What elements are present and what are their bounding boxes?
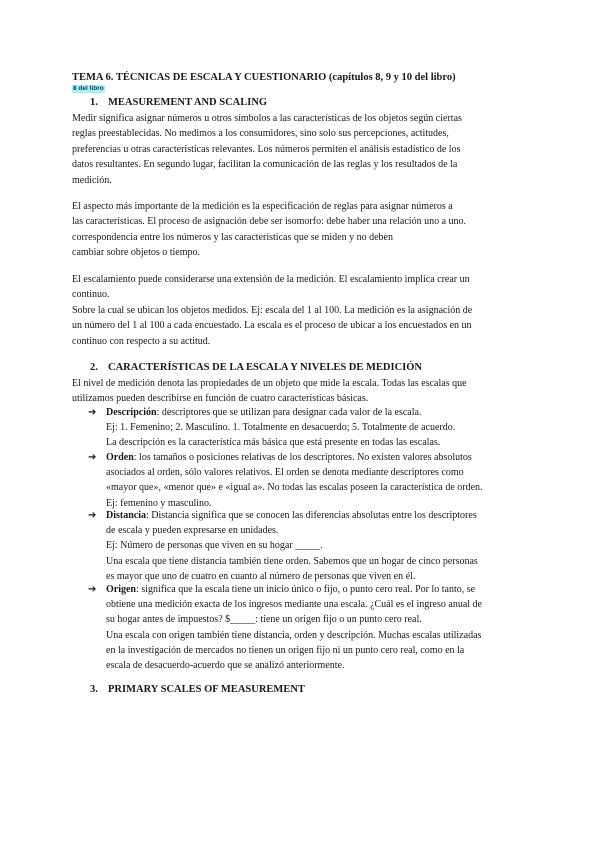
bullet-term: Orden — [106, 452, 134, 463]
text-line: obtiene una medición exacta de los ingresos mediante una escala. ¿Cuál es el ingreso anual de — [106, 599, 482, 611]
text-line: continuo. — [72, 289, 110, 301]
text-line: Ej: 1. Femenino; 2. Masculino. 1. Totalmente en desacuerdo; 5. Totalmente de acuerdo. — [106, 422, 456, 434]
text-line: La descripción es la característica más básica que está presente en todas las escalas. — [106, 437, 441, 449]
text-line: su hogar antes de impuestos? $_____: tiene un origen fijo o un punto cero real. — [106, 614, 422, 626]
text-line: medición. — [72, 174, 112, 186]
text-line: Origen: significa que la escala tiene un inicio único o fijo, o punto cero real. Por lo tanto, se — [106, 584, 476, 595]
text-line: asociados al orden, sólo valores relativos. El orden se denota mediante descriptores como — [106, 467, 464, 479]
arrow-bullet-icon: ➔ — [88, 452, 97, 463]
section-1-number: 1. — [90, 97, 98, 108]
text-line: cambiar sobre objetos o tiempo. — [72, 247, 201, 259]
text-line: Descripción: descriptores que se utilizan para designar cada valor de la escala. — [106, 407, 422, 418]
text-line: las características. El proceso de asignación debe ser isomorfo: debe haber una relación uno a uno. — [72, 216, 467, 228]
text-line: Orden: los tamaños o posiciones relativas de los descriptores. No existen valores absolutos — [106, 452, 472, 463]
bullet-distancia — [88, 508, 528, 584]
text-line: es mayor que uno de cuatro en cuanto al número de personas que viven en él. — [106, 570, 416, 582]
section-2-number: 2. — [90, 362, 98, 373]
highlight-label: 8 del libro — [73, 85, 104, 92]
text-line: en la investigación de mercados no tienen un origen fijo ni un punto cero real, como en la — [106, 644, 465, 656]
text-line: Distancia: Distancia significa que se conocen las diferencias absolutas entre los descriptores — [106, 510, 477, 521]
section-3-heading — [90, 684, 305, 695]
bullet-term: Origen — [106, 584, 136, 595]
text-line: Sobre la cual se ubican los objetos medidos. Ej: escala del 1 al 100. La medición es la asignación de — [72, 304, 473, 316]
text-line: El escalamiento puede considerarse una extensión de la medición. El escalamiento implica crear un — [72, 274, 470, 285]
text-line: reglas preestablecidas. No medimos a los consumidores, sino solo sus percepciones, actitudes, — [72, 128, 449, 140]
section-3-title: PRIMARY SCALES OF MEASUREMENT — [108, 684, 305, 695]
text-line: de escala y pueden expresarse en unidades. — [106, 525, 279, 537]
arrow-bullet-icon: ➔ — [88, 584, 97, 595]
section-1-title: MEASUREMENT AND SCALING — [108, 97, 268, 108]
text-line: correspondencia entre los números y las características que se miden y no deben — [72, 231, 393, 243]
text-line: continuo con respecto a su actitud. — [72, 335, 211, 347]
bullet-descripcion — [88, 405, 528, 451]
section-1-paragraph-3 — [72, 272, 532, 349]
bullet-orden — [88, 450, 528, 511]
text-line: Ej: femenino y masculino. — [106, 497, 212, 509]
text-line: Una escala que tiene distancia también tiene orden. Sabemos que un hogar de cinco personas — [106, 555, 478, 567]
text-line: Medir significa asignar números u otros símbolos a las características de los objetos según ciertas — [72, 113, 462, 124]
arrow-bullet-icon: ➔ — [88, 407, 97, 418]
text-line: El aspecto más importante de la medición es la especificación de reglas para asignar números a — [72, 201, 453, 212]
text-line: utilizamos pueden describirse en función de cuatro características básicas. — [72, 393, 369, 405]
section-1-heading — [90, 97, 267, 108]
bullet-term: Distancia — [106, 510, 146, 521]
text-line: datos resultantes. En segundo lugar, facilitan la comunicación de las reglas y los resultados de la — [72, 159, 458, 171]
bullet-origen — [88, 582, 528, 673]
arrow-bullet-icon: ➔ — [88, 510, 97, 521]
text-line: «mayor que», «menor que» e «igual a». No todas las escalas poseen la característica de orden. — [106, 482, 483, 494]
text-line: El nivel de medición denota las propiedades de un objeto que mide la escala. Todas las escalas que — [72, 378, 467, 389]
document-title: TEMA 6. TÉCNICAS DE ESCALA Y CUESTIONARIO (capítulos 8, 9 y 10 del libro) — [72, 72, 456, 83]
section-2-heading — [90, 362, 422, 373]
text-line: escala de desacuerdo-acuerdo que se analizó anteriormente. — [106, 660, 345, 672]
text-line: Una escala con origen también tiene distancia, orden y descripción. Muchas escalas utilizadas — [106, 629, 482, 641]
text-line: Ej: Número de personas que viven en su hogar _____. — [106, 540, 323, 552]
text-line: preferencias u otras características relevantes. Los números permiten el análisis estadístico de los — [72, 143, 461, 155]
section-1-paragraph-2 — [72, 199, 532, 261]
bullet-term: Descripción — [106, 407, 157, 418]
section-3-number: 3. — [90, 684, 98, 695]
section-2-intro — [72, 376, 532, 407]
text-line: un número del 1 al 100 a cada encuestado. La escala es el proceso de ubicar a los encuestados en un — [72, 320, 472, 332]
section-1-paragraph-1 — [72, 111, 532, 188]
section-2-title: CARACTERÍSTICAS DE LA ESCALA Y NIVELES DE MEDICIÓN — [108, 362, 423, 373]
